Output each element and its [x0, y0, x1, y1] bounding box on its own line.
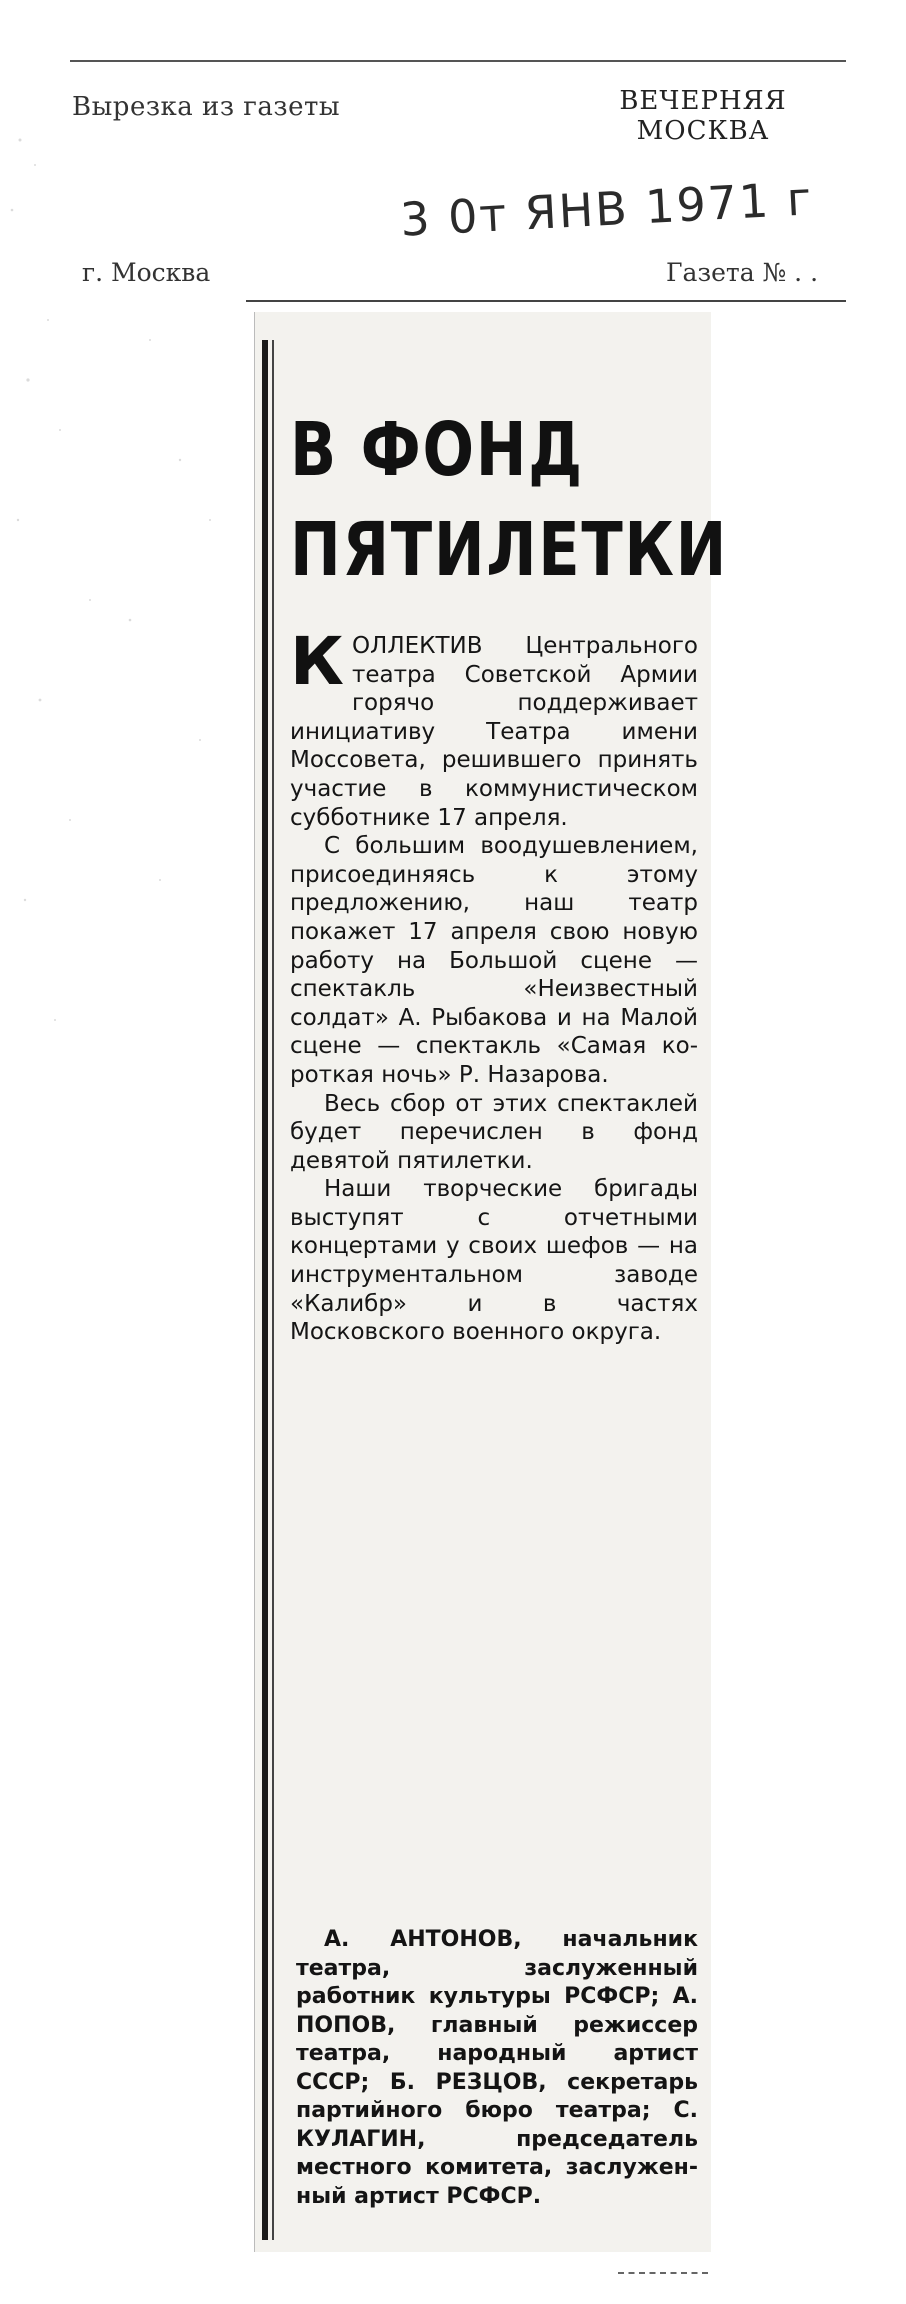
clipping-form-label: Вырезка из газеты	[72, 92, 341, 122]
column-rule-thick	[262, 340, 268, 2240]
article-headline	[290, 400, 729, 600]
article-paragraph-2: С большим воодушевлением, присоединяясь к этому предложению, наш театр покажет 17 апреля свою новую работу на Большой сцене — спектакль «Неизвестный солдат» А. Рыбакова и на Малой сцене — спектакль «Самая короткая ночь» Р. Назарова.	[290, 833, 698, 1088]
article-body	[290, 623, 698, 1347]
signature-text: А. АНТОНОВ, начальник театра, заслуженный работник культуры РСФСР; А. ПОПОВ, главный режиссер театра, народный артист СССР; Б. РЕЗЦОВ, секретарь партийного бюро театра; С. КУЛАГИН, председатель местного комитета, заслуженный артист РСФСР.	[296, 1927, 698, 2209]
form-bottom-rule	[246, 300, 846, 302]
headline-line-2: ПЯТИЛЕТКИ	[290, 507, 729, 593]
headline-line-1: В ФОНД	[290, 407, 584, 493]
article-paragraph-3: Весь сбор от этих спектаклей будет перечислен в фонд девятой пятилетки.	[290, 1090, 698, 1174]
column-rule-thin	[272, 340, 274, 2240]
article-paragraph-1	[290, 623, 698, 832]
issue-number-label: Газета № . .	[666, 258, 819, 287]
drop-cap: К	[290, 623, 344, 700]
city-label: г. Москва	[82, 258, 211, 287]
date-stamp: 3 0т ЯНВ 1971 г	[398, 171, 815, 247]
paragraph-1-text: ОЛЛЕКТИВ Центрального театра Советской Армии горячо поддерживает инициативу Театра имени Моссовета, решившего принять участие в коммунистическом субботнике 17 апреля.	[290, 633, 698, 831]
article-paragraph-4: Наши творческие бригады выступят с отчетными концертами у своих шефов — на инструментальном заводе «Калибр» и в частях Московского военного округа.	[290, 1176, 698, 1346]
article-signature	[296, 1926, 698, 2211]
newspaper-name: ВЕЧЕРНЯЯ МОСКВА	[619, 86, 787, 146]
clipping-end-dash	[618, 2272, 708, 2274]
form-top-rule	[70, 60, 846, 62]
